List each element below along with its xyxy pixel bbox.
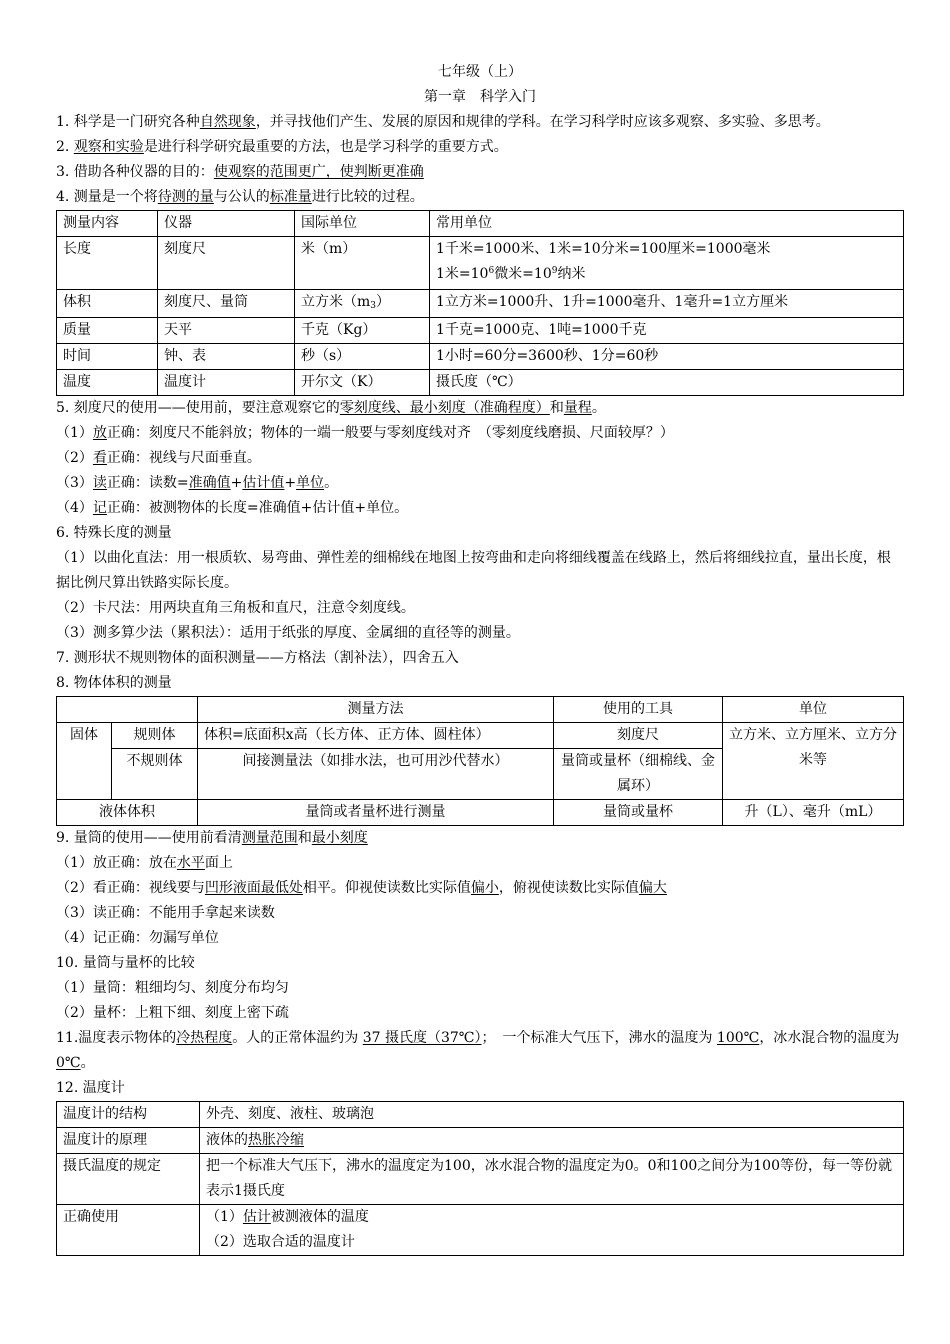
item-1: 1. 科学是一门研究各种自然现象，并寻找他们产生、发展的原因和规律的学科。在学习科学时应该多观察、多实验、多思考。 [56, 114, 830, 130]
item-10: 10. 量筒与量杯的比较 [56, 955, 195, 971]
item-8: 8. 物体体积的测量 [56, 675, 172, 691]
item-6: 6. 特殊长度的测量 [56, 525, 172, 541]
table-header-row: 测量方法 使用的工具 单位 [57, 697, 904, 723]
item-5-3: （3）读正确：读数=准确值+估计值+单位。 [56, 475, 339, 491]
item-5-2: （2）看正确：视线与尺面垂直。 [56, 450, 261, 466]
grade-title: 七年级（上） [438, 64, 522, 80]
item-9: 9. 量筒的使用——使用前看清测量范围和最小刻度 [56, 830, 368, 846]
volume-measurement-table [56, 696, 904, 826]
document-page [56, 60, 904, 1256]
item-12: 12. 温度计 [56, 1080, 125, 1096]
item-7: 7. 测形状不规则物体的面积测量——方格法（割补法），四舍五入 [56, 650, 459, 666]
table-row: 温度计的结构 外壳、刻度、液柱、玻璃泡 [57, 1102, 904, 1128]
item-5-1: （1）放正确：刻度尺不能斜放；物体的一端一般要与零刻度线对齐 （零刻度线磨损、尺面较厚？） [56, 425, 674, 441]
thermometer-table [56, 1101, 904, 1256]
table-row: 体积 刻度尺、量筒 立方米（m3） 1立方米=1000升、1升=1000毫升、1毫升=1立方厘米 [57, 290, 904, 318]
item-11: 11.温度表示物体的冷热程度。人的正常体温约为 37 摄氏度（37℃）； 一个标准大气压下，沸水的温度为 100℃，冰水混合物的温度为 0℃。 [56, 1030, 900, 1071]
table-row: 固体 规则体 体积=底面积x高（长方体、正方体、圆柱体） 刻度尺 立方米、立方厘米、立方分米等 [57, 723, 904, 749]
item-9-3: （3）读正确：不能用手拿起来读数 [56, 905, 275, 921]
item-3: 3. 借助各种仪器的目的：使观察的范围更广，使判断更准确 [56, 164, 424, 180]
item-9-2: （2）看正确：视线要与凹形液面最低处相平。仰视使读数比实际值偏小，俯视使读数比实际值偏大 [56, 880, 667, 896]
table-row: 温度计的原理 液体的热胀冷缩 [57, 1128, 904, 1154]
table-row: 不规则体 间接测量法（如排水法，也可用沙代替水） 量筒或量杯（细棉线、金属环） [57, 749, 904, 800]
measurement-units-table [56, 210, 904, 396]
item-2: 2. 观察和实验是进行科学研究最重要的方法，也是学习科学的重要方式。 [56, 139, 508, 155]
item-4: 4. 测量是一个将待测的量与公认的标准量进行比较的过程。 [56, 189, 424, 205]
item-9-1: （1）放正确：放在水平面上 [56, 855, 233, 871]
item-10-1: （1）量筒：粗细均匀、刻度分布均匀 [56, 980, 289, 996]
item-10-2: （2）量杯：上粗下细、刻度上密下疏 [56, 1005, 289, 1021]
table-row: 正确使用 （1）估计被测液体的温度 （2）选取合适的温度计 [57, 1205, 904, 1256]
table-row: 温度 温度计 开尔文（K） 摄氏度（℃） [57, 370, 904, 396]
table-row: 质量 天平 千克（Kg） 1千克=1000克、1吨=1000千克 [57, 318, 904, 344]
item-6-2: （2）卡尺法：用两块直角三角板和直尺，注意令刻度线。 [56, 600, 415, 616]
table-header-row: 测量内容 仪器 国际单位 常用单位 [57, 211, 904, 237]
item-6-1: （1）以曲化直法：用一根质软、易弯曲、弹性差的细棉线在地图上按弯曲和走向将细线覆盖在线路上，然后将细线拉直，量出长度，根据比例尺算出铁路实际长度。 [56, 550, 891, 591]
chapter-title: 第一章 科学入门 [424, 89, 536, 105]
item-5: 5. 刻度尺的使用——使用前，要注意观察它的零刻度线、最小刻度（准确程度）和量程。 [56, 400, 606, 416]
item-9-4: （4）记正确：勿漏写单位 [56, 930, 219, 946]
table-row: 长度 刻度尺 米（m） 1千米=1000米、1米=10分米=100厘米=1000毫米 1米$=10^6$微米$=10^9$纳米 [57, 237, 904, 290]
item-5-4: （4）记正确：被测物体的长度=准确值+估计值+单位。 [56, 500, 409, 516]
item-6-3: （3）测多算少法（累积法）：适用于纸张的厚度、金属细的直径等的测量。 [56, 625, 520, 641]
table-row: 时间 钟、表 秒（s） 1小时=60分=3600秒、1分=60秒 [57, 344, 904, 370]
table-row: 液体体积 量筒或者量杯进行测量 量筒或量杯 升（L）、毫升（mL） [57, 800, 904, 826]
table-row: 摄氏温度的规定 把一个标准大气压下，沸水的温度定为100，冰水混合物的温度定为0。0和100之间分为100等份，每一等份就表示1摄氏度 [57, 1154, 904, 1205]
